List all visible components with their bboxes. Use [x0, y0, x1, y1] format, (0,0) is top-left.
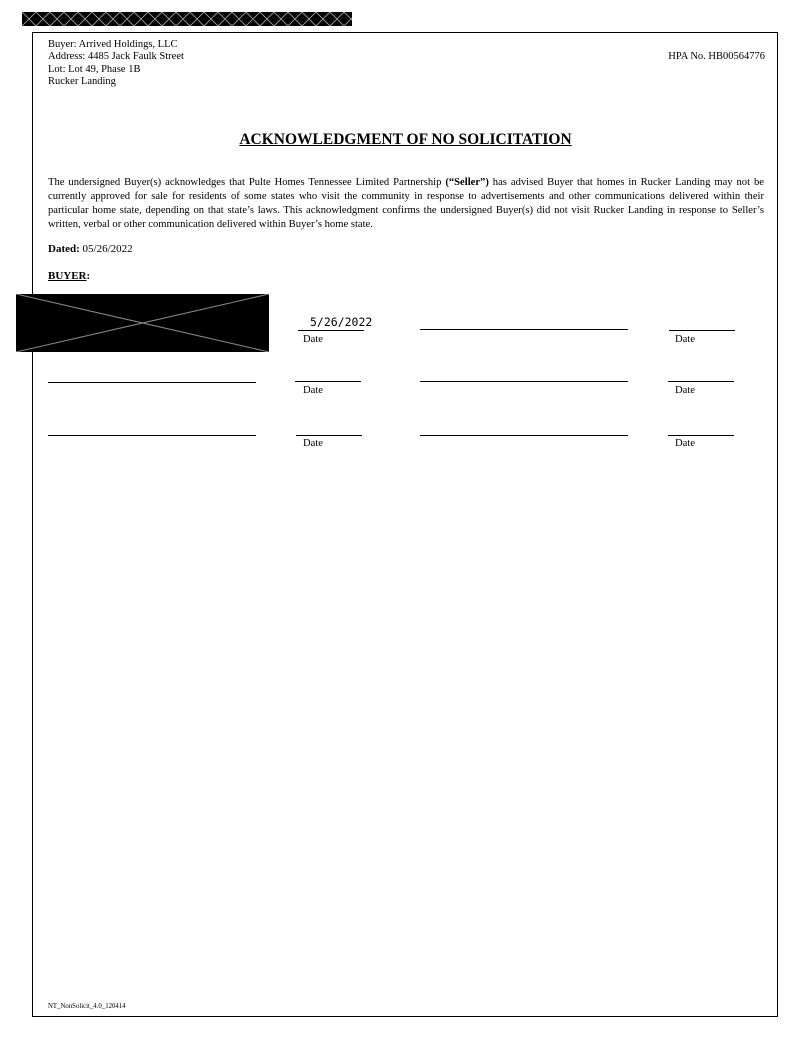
paragraph-part-1: The undersigned Buyer(s) acknowledges that Pulte Homes Tennessee Limited Partnership	[48, 177, 446, 188]
date-label: Date	[675, 334, 695, 345]
buyer-heading-label: BUYER	[48, 270, 87, 282]
date-label: Date	[303, 385, 323, 396]
redacted-signature	[16, 294, 269, 352]
date-line	[295, 381, 361, 382]
seller-term: (“Seller”)	[445, 177, 489, 188]
date-label: Date	[675, 438, 695, 449]
buyer-section-heading	[48, 270, 90, 282]
date-label: Date	[675, 385, 695, 396]
signature-line	[420, 381, 628, 382]
date-line	[668, 435, 734, 436]
redaction-pattern	[22, 12, 352, 26]
date-line	[669, 330, 735, 331]
form-code-footer: NT_NonSolicit_4.0_120414	[48, 1003, 126, 1010]
redaction-cross	[16, 294, 269, 352]
dated-label: Dated:	[48, 243, 80, 255]
document-title-text: ACKNOWLEDGMENT OF NO SOLICITATION	[239, 131, 572, 148]
signature-line	[48, 382, 256, 383]
signature-date-value: 5/26/2022	[310, 315, 373, 329]
dated-line	[48, 243, 133, 255]
signature-line	[48, 435, 256, 436]
lot-info: Lot: Lot 49, Phase 1B	[48, 63, 141, 75]
date-label: Date	[303, 334, 323, 345]
signature-line	[420, 329, 628, 330]
buyer-name: Buyer: Arrived Holdings, LLC	[48, 39, 178, 50]
date-line	[668, 381, 734, 382]
date-line	[296, 435, 362, 436]
acknowledgment-paragraph	[48, 176, 764, 232]
document-title	[0, 131, 811, 149]
date-line	[298, 330, 364, 331]
buyer-info-block	[48, 39, 184, 89]
buyer-heading-colon: :	[86, 270, 91, 282]
dated-value: 05/26/2022	[82, 243, 133, 255]
redaction-bar	[22, 12, 352, 26]
signature-line	[420, 435, 628, 436]
date-label: Date	[303, 438, 323, 449]
community-name: Rucker Landing	[48, 76, 116, 88]
paragraph-part-2: has advised Buyer that homes in Rucker Landing may not be currently approved for sale for residents of some states who visit the community in response to advertisements and other communications delivered within their particular home state, depending on that state’s laws. This acknowledgment confirms the undersigned Buyer(s) did not visit Rucker Landing in response to Seller’s written, verbal or other communication delivered within Buyer’s home state.	[48, 177, 764, 230]
hpa-number: HPA No. HB00564776	[668, 51, 765, 62]
property-address: Address: 4485 Jack Faulk Street	[48, 51, 184, 63]
